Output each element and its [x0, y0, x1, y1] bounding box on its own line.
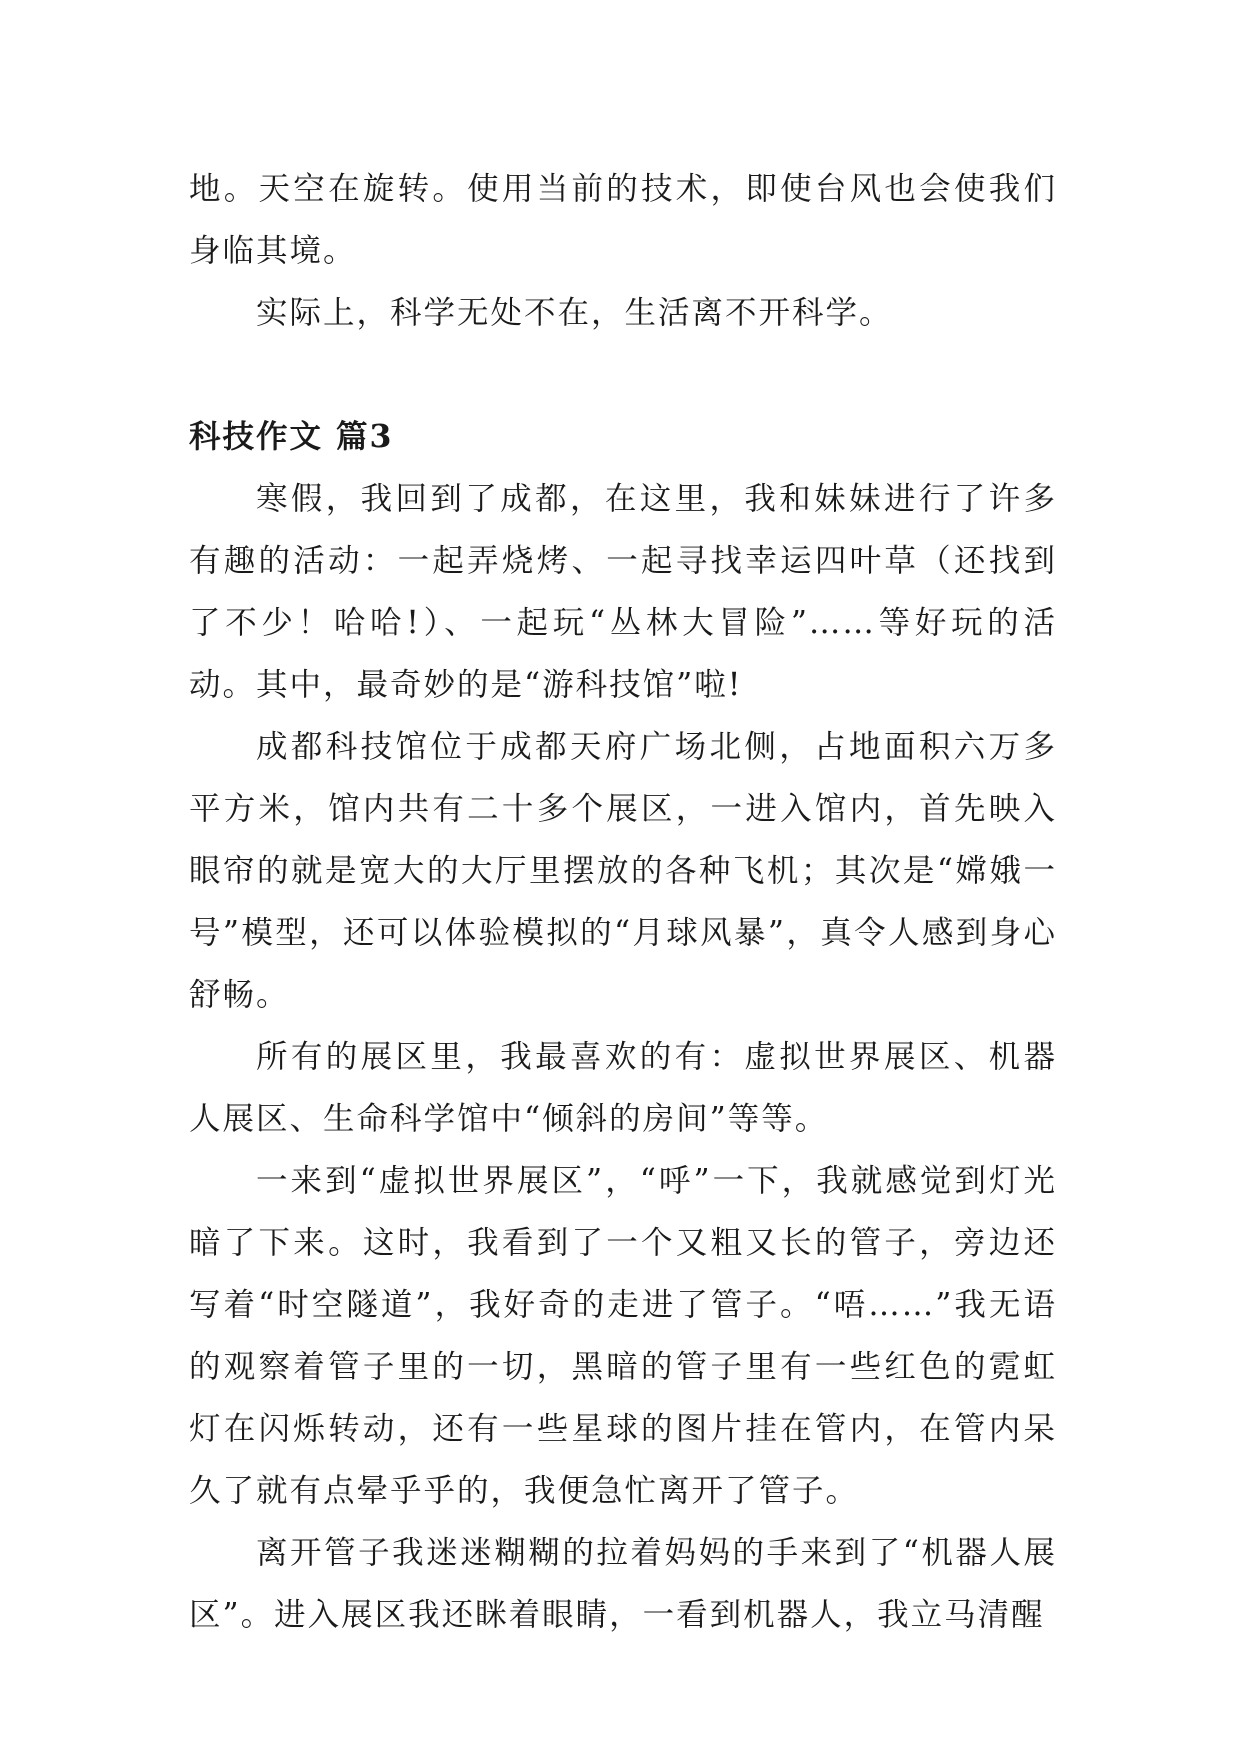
paragraph-favorite-zones: 所有的展区里，我最喜欢的有：虚拟世界展区、机器人展区、生命科学馆中“倾斜的房间”等等。 — [189, 1039, 1057, 1137]
paragraph-virtual-world: 一来到“虚拟世界展区”，“呼”一下，我就感觉到灯光暗了下来。这时，我看到了一个又粗又长的管子，旁边还写着“时空隧道”，我好奇的走进了管子。“唔……”我无语的观察着管子里的一切，黑暗的管子里有一些红色的霓虹灯在闪烁转动，还有一些星球的图片挂在管内，在管内呆久了就有点晕乎乎的，我便急忙离开了管子。 — [189, 1163, 1057, 1509]
paragraph-continued: 地。天空在旋转。使用当前的技术，即使台风也会使我们身临其境。 — [189, 171, 1057, 269]
document-body — [189, 158, 1057, 1646]
paragraph-winter-vacation: 寒假，我回到了成都，在这里，我和妹妹进行了许多有趣的活动：一起弄烧烤、一起寻找幸运四叶草（还找到了不少！哈哈!）、一起玩“丛林大冒险”……等好玩的活动。其中，最奇妙的是“游科技馆”啦! — [189, 481, 1057, 703]
paragraph-conclusion: 实际上，科学无处不在，生活离不开科学。 — [256, 295, 893, 331]
section-title: 科技作文 篇3 — [189, 418, 394, 455]
paragraph-robot-zone: 离开管子我迷迷糊糊的拉着妈妈的手来到了“机器人展区”。进入展区我还眯着眼睛，一看到机器人，我立马清醒 — [189, 1535, 1057, 1633]
paragraph-museum-intro: 成都科技馆位于成都天府广场北侧，占地面积六万多平方米，馆内共有二十多个展区，一进入馆内，首先映入眼帘的就是宽大的大厅里摆放的各种飞机；其次是“嫦娥一号”模型，还可以体验模拟的“月球风暴”，真令人感到身心舒畅。 — [189, 729, 1057, 1013]
section-spacer — [189, 344, 1057, 406]
